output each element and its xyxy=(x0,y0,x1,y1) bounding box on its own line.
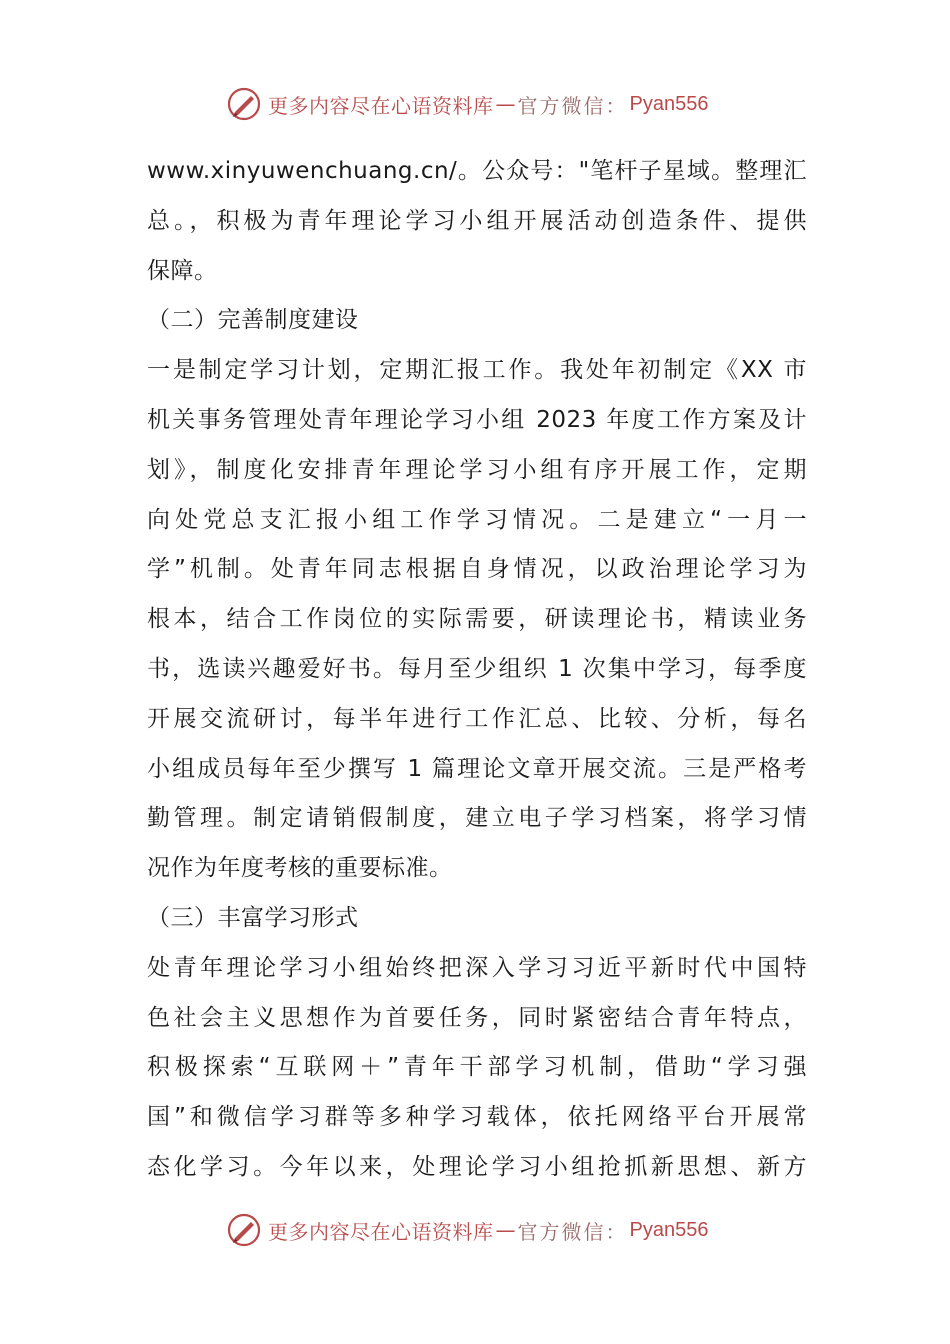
banner-official-label: 官方微信： xyxy=(517,93,628,118)
body-line: 开展交流研讨，每半年进行工作汇总、比较、分析，每名 xyxy=(147,705,807,732)
section-heading: （三）丰富学习形式 xyxy=(147,904,359,931)
footer-banner xyxy=(226,1210,708,1250)
body-line: 机关事务管理处青年理论学习小组 2023 年度工作方案及计 xyxy=(147,406,807,433)
banner-site-text: 更多内容尽在心语资料库 xyxy=(268,1219,494,1244)
body-line: 向处党总支汇报小组工作学习情况。二是建立“一月一 xyxy=(147,506,807,533)
body-line: 勤管理。制定请销假制度，建立电子学习档案，将学习情 xyxy=(147,805,807,832)
body-line: 国”和微信学习群等多种学习载体，依托网络平台开展常 xyxy=(147,1104,807,1131)
body-line: 书，选读兴趣爱好书。每月至少组织 1 次集中学习，每季度 xyxy=(147,655,807,682)
pen-logo-icon xyxy=(226,86,262,122)
document-body xyxy=(147,147,807,1193)
body-line: 态化学习。今年以来，处理论学习小组抢抓新思想、新方 xyxy=(147,1153,807,1180)
body-line: 学”机制。处青年同志根据自身情况，以政治理论学习为 xyxy=(147,556,807,583)
banner-official-label: 官方微信： xyxy=(517,1219,628,1244)
body-line: 积极探索“互联网＋”青年干部学习机制，借助“学习强 xyxy=(147,1054,807,1081)
body-line: 色社会主义思想作为首要任务，同时紧密结合青年特点， xyxy=(147,1004,807,1031)
body-line: 保障。 xyxy=(147,257,218,284)
body-line: www.xinyuwenchuang.cn/。公众号："笔杆子星域。整理汇 xyxy=(147,158,807,184)
banner-site-text: 更多内容尽在心语资料库 xyxy=(268,93,494,118)
body-line: 划》，制度化安排青年理论学习小组有序开展工作，定期 xyxy=(147,456,807,483)
banner-wechat-id: Pyan556 xyxy=(629,1218,709,1241)
header-banner xyxy=(226,84,708,124)
body-line: 处青年理论学习小组始终把深入学习习近平新时代中国特 xyxy=(147,954,807,981)
body-line: 况作为年度考核的重要标准。 xyxy=(147,855,453,882)
body-line: 小组成员每年至少撰写 1 篇理论文章开展交流。三是严格考 xyxy=(147,755,807,782)
pen-logo-icon xyxy=(226,1212,262,1248)
banner-separator: — xyxy=(495,1218,516,1242)
section-heading: （二）完善制度建设 xyxy=(147,307,359,334)
body-line: 根本，结合工作岗位的实际需要，研读理论书，精读业务 xyxy=(147,606,807,633)
body-line: 一是制定学习计划，定期汇报工作。我处年初制定《XX 市 xyxy=(147,357,807,384)
banner-separator: — xyxy=(495,92,516,116)
banner-wechat-id: Pyan556 xyxy=(629,92,709,115)
body-line: 总。，积极为青年理论学习小组开展活动创造条件、提供 xyxy=(147,207,807,234)
